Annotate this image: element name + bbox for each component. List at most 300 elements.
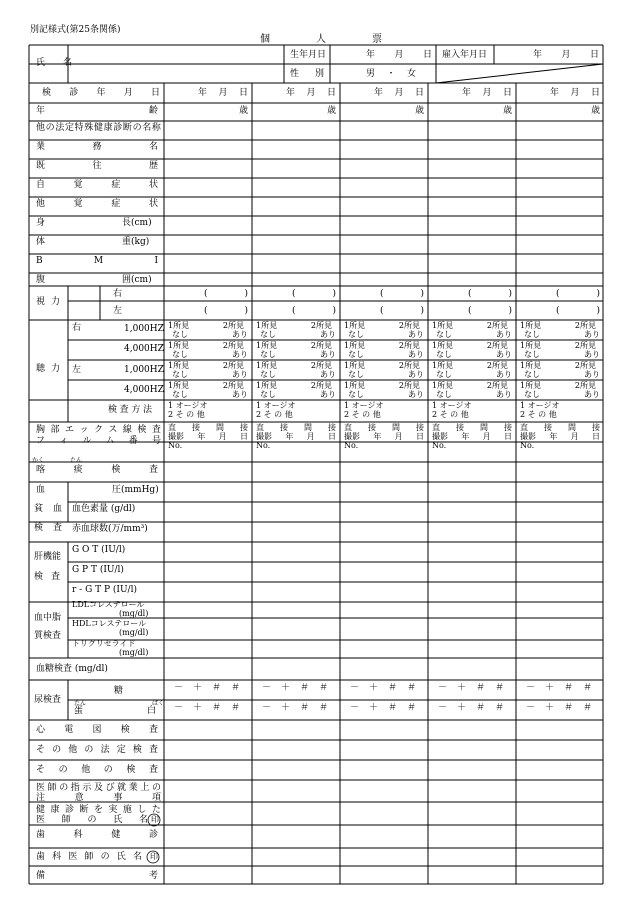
xray-no-3: No. <box>432 441 447 450</box>
ecg-label <box>36 726 158 735</box>
xray-label-char: エ <box>64 425 74 435</box>
exam-doctor-label1-char: 健 <box>36 805 46 815</box>
hearing-result-1-4 <box>524 351 600 359</box>
hearing-find-3-1 <box>256 382 332 390</box>
exam-date-3-part: 日 <box>502 88 512 98</box>
hearing-method-label-char: 査 <box>119 405 129 415</box>
dentist-label-char: 科 <box>52 852 62 862</box>
urine-marks-0-2-part: ＋ <box>368 683 378 693</box>
hearing-find-1-4 <box>520 342 596 350</box>
xray-date-1-part: 撮影 <box>256 432 272 441</box>
vision-left-1-part: ) <box>332 306 336 316</box>
history-label-char: 往 <box>92 161 102 171</box>
exam-date-4-part: 日 <box>590 88 600 98</box>
hearing-result-2-0 <box>172 371 248 379</box>
hearing-r1000-label: 1,000HZ <box>124 324 164 334</box>
hire-label: 雇入年月日 <box>442 50 488 60</box>
vision-left-2 <box>380 307 424 316</box>
xray-date-4-part: 月 <box>570 432 579 441</box>
xray-no-1: No. <box>256 441 271 450</box>
objective-symptoms-label <box>36 200 158 209</box>
other-exam-label-char: の <box>132 123 142 133</box>
urine-marks-1-3-part: ＃ <box>475 703 485 713</box>
exam-doctor-label1-char: 施 <box>122 805 132 815</box>
urine-marks-1-3 <box>438 704 504 713</box>
xray-type-4-part: 接 <box>592 423 600 432</box>
xray-date-2 <box>344 433 424 441</box>
dental-label-char: 健 <box>111 830 121 840</box>
xray-type-3-part: 直 <box>432 423 440 432</box>
exam-date-3 <box>462 89 512 98</box>
hearing-find-0-1 <box>256 322 332 330</box>
bmi-label <box>36 257 158 266</box>
xray-type-4-part: 接 <box>544 423 552 432</box>
urine-marks-0-0-part: ＋ <box>192 683 202 693</box>
urine-marks-0-1 <box>262 684 328 693</box>
hearing-find-2-1-part: 2所見 <box>310 361 332 370</box>
hearing-method-label-char: 方 <box>131 405 141 415</box>
sputum-label-char: 検 <box>111 465 121 475</box>
vision-label-char: 力 <box>50 297 60 307</box>
hearing-result-1-0 <box>172 351 248 359</box>
xray-date-2-part: 年 <box>373 432 382 441</box>
doctor-note-label1-char: 上 <box>140 783 150 793</box>
urine-marks-1-3-part: ＋ <box>456 703 466 713</box>
hearing-result-0-0 <box>172 331 248 339</box>
hearing-result-3-2-part: あり <box>408 390 424 399</box>
remarks-label-part: 備 <box>36 871 46 881</box>
other-exam-label-char: 殊 <box>84 123 94 133</box>
hearing-result-3-1-part: なし <box>260 390 276 399</box>
urine-marks-0-0-part: － <box>174 683 184 693</box>
vision-right-1-part: ( <box>292 289 296 299</box>
seal-1: 印 <box>151 815 159 824</box>
exam-date-2-part: 年 <box>374 88 384 98</box>
exam-doctor-label1-char: た <box>151 805 161 815</box>
hearing-find-0-2-part: 1所見 <box>344 321 366 330</box>
hearing-find-2-0-part: 2所見 <box>222 361 244 370</box>
exam-doctor-label2-char: 医 <box>36 815 46 825</box>
other-exam-label-char: 名 <box>142 123 152 133</box>
age-label-part: 年 <box>36 106 46 116</box>
other-legal-label-char: 査 <box>148 745 158 755</box>
hearing-find-3-1-part: 2所見 <box>310 381 332 390</box>
birth-label: 生年月日 <box>290 50 327 60</box>
urine-protein-label <box>74 707 156 716</box>
exam-doctor-label1-char: し <box>137 805 147 815</box>
hearing-find-3-3-part: 2所見 <box>486 381 508 390</box>
xray-type-2-part: 接 <box>368 423 376 432</box>
liver-label2-char: 検 <box>34 572 44 582</box>
hearing-result-1-3-part: なし <box>436 350 452 359</box>
sex-options <box>366 70 416 79</box>
doctor-note-label1-char: 業 <box>128 783 138 793</box>
other-legal-label-char: 法 <box>100 745 110 755</box>
bp-unit: 圧(mmHg) <box>112 485 159 495</box>
xray-date-0-part: 撮影 <box>168 432 184 441</box>
hearing-find-3-2-part: 2所見 <box>398 381 420 390</box>
xray-type-1-part: 接 <box>328 423 336 432</box>
hearing-result-0-4-part: なし <box>524 330 540 339</box>
vision-label-char: 視 <box>36 297 46 307</box>
hearing-method1-2: 1 オージオ <box>344 401 384 410</box>
sex-label-char: 別 <box>314 69 324 79</box>
hearing-find-1-3 <box>432 342 508 350</box>
vision-left-0-part: ) <box>244 306 248 316</box>
hire-date-part: 日 <box>589 50 599 60</box>
objective-symptoms-label-char: 他 <box>36 199 46 209</box>
ecg-label-char: 検 <box>120 725 130 735</box>
xray-film-label-char: 番 <box>128 436 138 446</box>
vision-right-0-part: ) <box>244 289 248 299</box>
history-label-char: 歴 <box>148 161 158 171</box>
exam-date-label-char: 診 <box>69 88 79 98</box>
hearing-find-1-1-part: 2所見 <box>310 341 332 350</box>
age-unit-1: 歳 <box>327 106 337 116</box>
dentist-label <box>36 853 142 862</box>
hearing-result-3-4 <box>524 391 600 399</box>
anemia-label2-char: 査 <box>52 523 62 533</box>
xray-film-label-char: ル <box>82 436 92 446</box>
hearing-find-2-2 <box>344 362 420 370</box>
vision-right-0-part: ( <box>204 289 208 299</box>
exam-date-label-char: 日 <box>150 88 160 98</box>
exam-date-1 <box>286 89 336 98</box>
vision-right-label: 右 <box>113 289 123 299</box>
urine-ruby2: ぱく <box>152 700 165 707</box>
exam-date-1-part: 年 <box>286 88 296 98</box>
anemia-label2-char: 検 <box>34 523 44 533</box>
hearing-find-2-3 <box>432 362 508 370</box>
hearing-find-2-1 <box>256 362 332 370</box>
exam-date-4-part: 月 <box>570 88 580 98</box>
hearing-r4000-label: 4,000HZ <box>124 344 164 354</box>
hearing-find-0-0-part: 2所見 <box>222 321 244 330</box>
bmi-label-part: B <box>36 256 43 266</box>
vision-left-0-part: ( <box>204 306 208 316</box>
other-exam-label-char: 他 <box>36 123 46 133</box>
exam-date-0-part: 日 <box>238 88 248 98</box>
other-legal-label-char: そ <box>36 745 46 755</box>
hearing-result-2-2-part: あり <box>408 370 424 379</box>
dental-label-char: 科 <box>73 830 83 840</box>
hearing-result-1-3 <box>436 351 512 359</box>
vision-left-3 <box>468 307 512 316</box>
ecg-label-char: 電 <box>64 725 74 735</box>
hdl-unit: (mg/dl) <box>119 628 149 637</box>
exam-date-label-char: 検 <box>42 88 52 98</box>
urine-marks-1-0-part: － <box>174 703 184 713</box>
hearing-result-1-0-part: あり <box>232 350 248 359</box>
xray-date-2-part: 月 <box>394 432 403 441</box>
other-exam-label2-char: 他 <box>81 765 91 775</box>
hearing-find-1-0 <box>168 342 244 350</box>
hearing-result-0-3-part: あり <box>496 330 512 339</box>
xray-type-1-part: 接 <box>280 423 288 432</box>
hearing-find-3-3-part: 1所見 <box>432 381 454 390</box>
vision-right-3-part: ( <box>468 289 472 299</box>
xray-type-2-part: 直 <box>344 423 352 432</box>
hearing-find-0-0-part: 1所見 <box>168 321 190 330</box>
doctor-note-label1-char: 師 <box>47 783 57 793</box>
doctor-note-label1-char: 示 <box>82 783 92 793</box>
hearing-find-2-4 <box>520 362 596 370</box>
xray-label-char: ク <box>93 425 103 435</box>
hearing-l1000-label: 1,000HZ <box>124 365 164 375</box>
other-exam-label-char: 定 <box>64 123 74 133</box>
hearing-find-0-4 <box>520 322 596 330</box>
hearing-find-3-4-part: 1所見 <box>520 381 542 390</box>
hearing-find-3-0 <box>168 382 244 390</box>
hearing-result-0-2-part: あり <box>408 330 424 339</box>
hearing-result-1-4-part: あり <box>584 350 600 359</box>
urine-marks-1-1-part: ＋ <box>280 703 290 713</box>
exam-doctor-label2-char: 名 <box>138 815 148 825</box>
other-legal-label-char: 検 <box>132 745 142 755</box>
anemia-label1-char: 血 <box>52 504 62 514</box>
urine-marks-1-4-part: － <box>526 703 536 713</box>
glucose-label: 血糖検査 (mg/dl) <box>36 664 108 674</box>
other-exam-label-char: 特 <box>74 123 84 133</box>
xray-label-char: 査 <box>151 425 161 435</box>
xray-label-char: 線 <box>122 425 132 435</box>
vision-left-4 <box>556 307 600 316</box>
vision-right-2 <box>380 290 424 299</box>
name-label-char: 名 <box>62 58 72 68</box>
hearing-find-2-0-part: 1所見 <box>168 361 190 370</box>
xray-label-char: ス <box>108 425 118 435</box>
name-label-char: 氏 <box>36 58 46 68</box>
hearing-method1-1: 1 オージオ <box>256 401 296 410</box>
hearing-result-2-1-part: なし <box>260 370 276 379</box>
tg-unit: (mg/dl) <box>119 648 149 657</box>
objective-symptoms-label-char: 状 <box>148 199 158 209</box>
vision-label <box>36 298 60 307</box>
doctor-note-label1-char: 指 <box>70 783 80 793</box>
xray-date-4 <box>520 433 600 441</box>
urine-marks-1-2-part: ＋ <box>368 703 378 713</box>
xray-no-4: No. <box>520 441 535 450</box>
vision-left-3-part: ( <box>468 306 472 316</box>
hearing-find-3-0-part: 2所見 <box>222 381 244 390</box>
hearing-result-2-3 <box>436 371 512 379</box>
urine-marks-1-3-part: ＃ <box>494 703 504 713</box>
age-label <box>36 107 158 116</box>
hearing-result-0-1-part: なし <box>260 330 276 339</box>
xray-label-char: 部 <box>50 425 60 435</box>
xray-date-4-part: 日 <box>591 432 600 441</box>
occupation-label-char: 名 <box>148 142 158 152</box>
xray-film-label-char: ム <box>105 436 115 446</box>
urine-marks-0-1-part: ＃ <box>299 683 309 693</box>
dentist-label-char: 医 <box>68 852 78 862</box>
exam-date-1-part: 月 <box>306 88 316 98</box>
vision-left-label: 左 <box>113 306 123 316</box>
dentist-label-char: 氏 <box>116 852 126 862</box>
xray-type-2-part: 接 <box>416 423 424 432</box>
exam-doctor-label2-char: 師 <box>61 815 71 825</box>
seal-2: 印 <box>150 852 158 861</box>
hearing-result-3-2-part: なし <box>348 390 364 399</box>
urine-marks-0-0-part: ＃ <box>211 683 221 693</box>
hearing-result-0-1 <box>260 331 336 339</box>
urine-marks-0-2-part: ＃ <box>406 683 416 693</box>
xray-type-0-part: 接 <box>192 423 200 432</box>
hearing-result-2-0-part: なし <box>172 370 188 379</box>
doctor-note-label1 <box>36 784 161 793</box>
xray-type-4-part: 間 <box>568 423 576 432</box>
xray-no-2: No. <box>344 441 359 450</box>
urine-marks-1-2-part: ＃ <box>387 703 397 713</box>
hearing-result-2-3-part: なし <box>436 370 452 379</box>
vision-right-3 <box>468 290 512 299</box>
age-unit-0: 歳 <box>239 106 249 116</box>
lipid-label2: 質検査 <box>34 631 62 641</box>
exam-date-2-part: 月 <box>394 88 404 98</box>
xray-type-3 <box>432 424 512 432</box>
vision-left-4-part: ( <box>556 306 560 316</box>
hearing-result-0-1-part: あり <box>320 330 336 339</box>
hearing-find-0-4-part: 2所見 <box>574 321 596 330</box>
hearing-find-0-2-part: 2所見 <box>398 321 420 330</box>
exam-doctor-label2-char: 氏 <box>113 815 123 825</box>
hearing-result-0-3-part: なし <box>436 330 452 339</box>
hearing-result-1-1 <box>260 351 336 359</box>
xray-label <box>36 426 161 435</box>
dentist-label-char: 名 <box>132 852 142 862</box>
xray-date-0 <box>168 433 248 441</box>
exam-date-2-part: 日 <box>414 88 424 98</box>
xray-label-char: ッ <box>79 425 89 435</box>
vision-left-0 <box>204 307 248 316</box>
hearing-label-char: 聴 <box>36 364 46 374</box>
other-exam-label2-char: そ <box>36 765 46 775</box>
hearing-result-3-0-part: あり <box>232 390 248 399</box>
sex-options-part: ・ <box>386 69 396 79</box>
doctor-note-label2-char: 注 <box>36 793 46 803</box>
exam-doctor-label2-char: の <box>87 815 97 825</box>
xray-type-0-part: 間 <box>216 423 224 432</box>
urine-marks-0-4-part: － <box>526 683 536 693</box>
sputum-ruby2: たん <box>70 457 83 464</box>
urine-marks-1-1-part: ＃ <box>318 703 328 713</box>
weight-unit: 重(kg) <box>122 237 150 247</box>
hearing-result-0-0-part: あり <box>232 330 248 339</box>
urine-marks-0-3 <box>438 684 504 693</box>
hearing-label <box>36 365 60 374</box>
height-unit: 長(cm) <box>122 218 152 228</box>
xray-date-1-part: 日 <box>327 432 336 441</box>
hearing-find-1-3-part: 1所見 <box>432 341 454 350</box>
hearing-find-0-1-part: 1所見 <box>256 321 278 330</box>
ecg-label-char: 図 <box>92 725 102 735</box>
hearing-method-label-char: 検 <box>108 405 118 415</box>
xray-date-0-part: 年 <box>197 432 206 441</box>
xray-no-0: No. <box>168 441 183 450</box>
vision-right-4-part: ) <box>596 289 600 299</box>
hearing-find-1-1-part: 1所見 <box>256 341 278 350</box>
hearing-find-2-3-part: 1所見 <box>432 361 454 370</box>
urine-marks-1-4-part: ＃ <box>582 703 592 713</box>
dental-label <box>36 831 158 840</box>
hearing-result-3-3-part: あり <box>496 390 512 399</box>
ecg-label-char: 査 <box>148 725 158 735</box>
hearing-find-1-3-part: 2所見 <box>486 341 508 350</box>
urine-marks-0-4-part: ＃ <box>582 683 592 693</box>
hearing-method2-2: 2 そ の 他 <box>344 410 381 419</box>
xray-film-label-char: フ <box>36 436 46 446</box>
exam-date-label-char: 年 <box>96 88 106 98</box>
form-title-part: 票 <box>372 34 382 45</box>
anemia-label2 <box>34 524 62 533</box>
xray-label-char: 検 <box>137 425 147 435</box>
hemoglobin-label: 血色素量 (g/dl) <box>72 504 136 514</box>
urine-marks-1-0 <box>174 704 240 713</box>
hdl-label: HDLコレステロール <box>72 619 147 628</box>
vision-right-1 <box>292 290 336 299</box>
doctor-note-label2-char: 事 <box>113 793 123 803</box>
doctor-note-label1-char: 及 <box>93 783 103 793</box>
sex-label <box>290 70 324 79</box>
exam-date-4-part: 年 <box>550 88 560 98</box>
weight-label: 体 <box>36 237 46 247</box>
urine-marks-1-2-part: ＃ <box>406 703 416 713</box>
doctor-note-label2-char: 項 <box>151 793 161 803</box>
birth-date-part: 月 <box>394 50 404 60</box>
urine-marks-0-2-part: － <box>350 683 360 693</box>
xray-date-2-part: 日 <box>415 432 424 441</box>
dental-label-char: 診 <box>148 830 158 840</box>
birth-date <box>366 51 432 60</box>
urine-marks-0-3-part: ＃ <box>475 683 485 693</box>
vision-left-1 <box>292 307 336 316</box>
hearing-find-0-0 <box>168 322 244 330</box>
hearing-result-2-3-part: あり <box>496 370 512 379</box>
vision-right-1-part: ) <box>332 289 336 299</box>
urine-marks-0-2 <box>350 684 416 693</box>
rbc-label: 赤血球数(万/mm³) <box>72 524 148 534</box>
age-label-part: 齢 <box>148 106 158 116</box>
urine-marks-0-3-part: ＃ <box>494 683 504 693</box>
xray-date-1-part: 年 <box>285 432 294 441</box>
other-exam-label-char: 康 <box>103 123 113 133</box>
hearing-find-2-3-part: 2所見 <box>486 361 508 370</box>
exam-date-3-part: 月 <box>482 88 492 98</box>
exam-doctor-label1-char: 康 <box>50 805 60 815</box>
urine-marks-0-4 <box>526 684 592 693</box>
doctor-note-label1-char: び <box>105 783 115 793</box>
occupation-label-char: 業 <box>36 142 46 152</box>
hearing-result-3-3 <box>436 391 512 399</box>
vision-left-4-part: ) <box>596 306 600 316</box>
xray-type-4-part: 直 <box>520 423 528 432</box>
urine-marks-1-1-part: － <box>262 703 272 713</box>
urine-marks-1-0-part: ＃ <box>230 703 240 713</box>
xray-type-3-part: 接 <box>456 423 464 432</box>
vision-right-2-part: ) <box>420 289 424 299</box>
xray-type-0 <box>168 424 248 432</box>
other-exam-label2-char: の <box>103 765 113 775</box>
vision-right-4 <box>556 290 600 299</box>
hearing-find-1-2-part: 1所見 <box>344 341 366 350</box>
hire-date-part: 年 <box>533 50 543 60</box>
xray-type-0-part: 直 <box>168 423 176 432</box>
urine-marks-1-4 <box>526 704 592 713</box>
xray-film-label-char: 号 <box>151 436 161 446</box>
age-unit-2: 歳 <box>415 106 425 116</box>
waist-label: 腹 <box>36 275 46 285</box>
sputum-label-char: 査 <box>148 465 158 475</box>
